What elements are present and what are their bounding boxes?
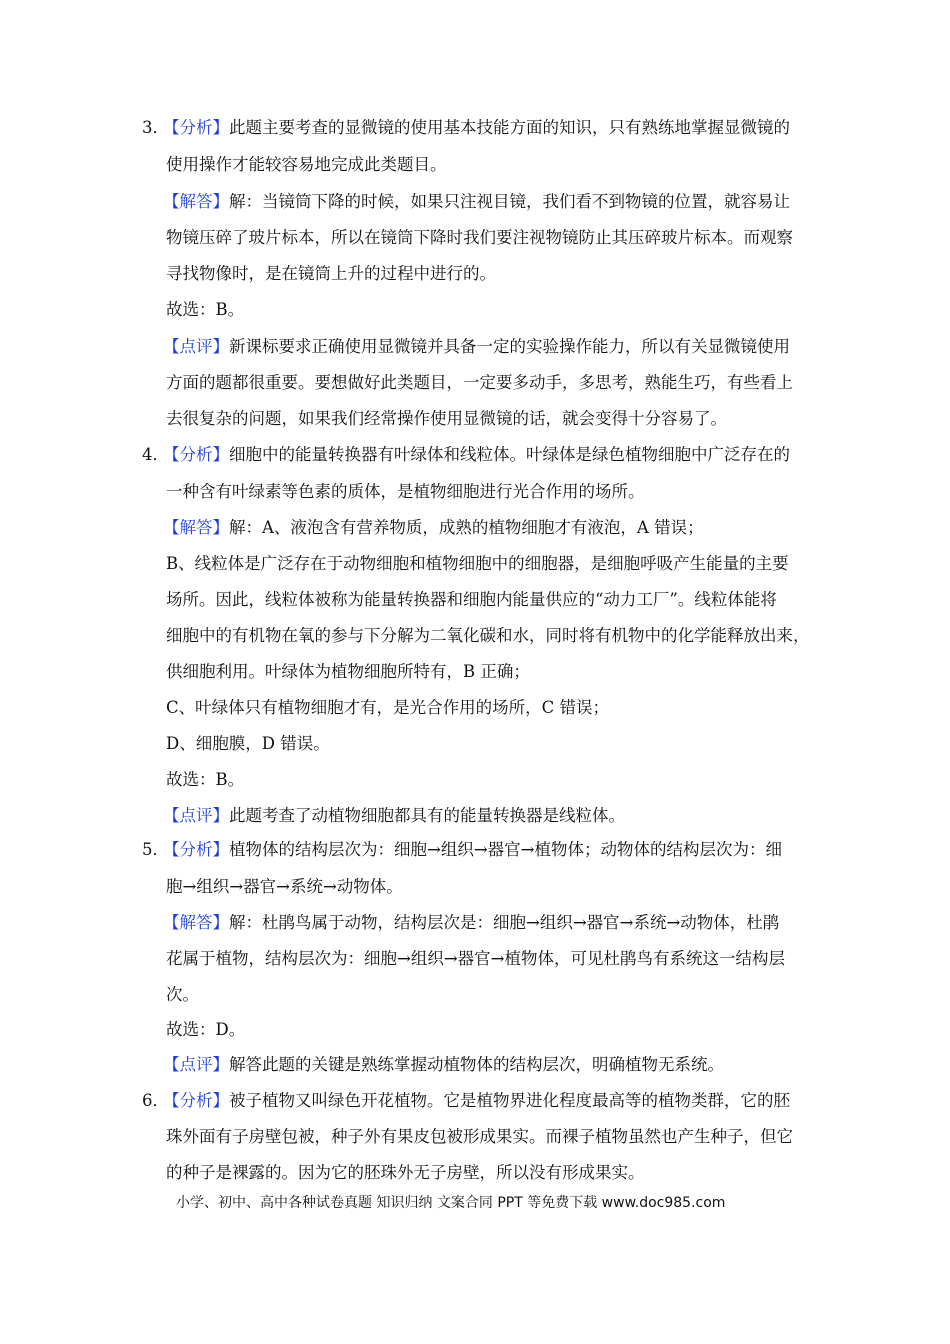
q5-number: 5． bbox=[142, 840, 169, 859]
q3-comment-tag: 【点评】 bbox=[163, 337, 229, 356]
q3-analysis-tag: 【分析】 bbox=[163, 118, 229, 137]
document-page: 3． 【分析】此题主要考查的显微镜的使用基本技能方面的知识，只有熟练地掌握显微镜的 使用操作才能较容易地完成此类题目。 【解答】解：当镜筒下降的时候，如果只注视目镜，我们看不到物镜的位置，就容易让 物镜压碎了玻片标本，所以在镜筒下降时我们要注视物镜防止其压碎玻片标本。而观察 寻找物像时，是在镜筒上升的过程中进行的。 故选：B。 【点评】新课标要求正确使用显微镜并具备一定的实验操作能力，所以有关显微镜使用 方面的题都很重要。要想做好此类题目，一定要多动手，多思考，熟能生巧，有些看上 去很复杂的问题，如果我们经常操作使用显微镜的话，就会变得十分容易了。 4． 【分析】细胞中的能量转换器有叶绿体和线粒体。叶绿体是绿色植物细胞中广泛存在的 一种含有叶绿素等色素的质体，是植物细胞进行光合作用的场所。 【解答】解：A、液泡含有营养物质，成熟的植物细胞才有液泡，A 错误； B、线粒体是广泛存在于动物细胞和植物细胞中的细胞器，是细胞呼吸产生能量的主要 场所。因此，线粒体被称为能量转换器和细胞内能量供应的“动力工厂”。线粒体能将 细胞中的有机物在氧的参与下分解为二氧化碳和水，同时将有机物中的化学能释放出来， 供细胞利用。叶绿体为植物细胞所特有，B 正确； C、叶绿体只有植物细胞才有，是光合作用的场所，C 错误； D、细胞膜，D 错误。 故选：B。 【点评】此题考查了动植物细胞都具有的能量转换器是线粒体。 5． 【分析】植物体的结构层次为：细胞→组织→器官→植物体；动物体的结构层次为：细 胞→组织→器官→系统→动物体。 【解答】解：杜鹃鸟属于动物，结构层次是：细胞→组织→器官→系统→动物体，杜鹃 花属于植物，结构层次为：细胞→组织→器官→植物体，可见杜鹃鸟有系统这一结构层 次。 故选：D。 【点评】解答此题的关键是熟练掌握动植物体的结构层次，明确植物无系统。 6． 【分析】被子植物又叫绿色开花植物。它是植物界进化程度最高等的植物类群，它的胚 珠外面有子房壁包被，种子外有果皮包被形成果实。而裸子植物虽然也产生种子，但它 的种子是裸露的。因为它的胚珠外无子房壁，所以没有形成果实。 小学、初中、高中各种试卷真题 知识归纳 文案合同 PPT 等免费下载 www.doc985.com bbox=[142, 118, 810, 1211]
page-footer: 小学、初中、高中各种试卷真题 知识归纳 文案合同 PPT 等免费下载 www.doc985.com bbox=[176, 1195, 726, 1211]
q6-number: 6． bbox=[142, 1091, 169, 1110]
q5-answer-tag: 【解答】 bbox=[163, 913, 229, 932]
q4-analysis-tag: 【分析】 bbox=[163, 445, 229, 464]
q6-analysis-tag: 【分析】 bbox=[163, 1091, 229, 1110]
q3-answer-tag: 【解答】 bbox=[163, 192, 229, 211]
q5-analysis-tag: 【分析】 bbox=[163, 840, 229, 859]
q4-number: 4． bbox=[142, 445, 169, 464]
q5-comment-tag: 【点评】 bbox=[163, 1055, 229, 1074]
q3-number: 3． bbox=[142, 118, 169, 137]
q4-comment-tag: 【点评】 bbox=[163, 806, 229, 825]
q4-answer-tag: 【解答】 bbox=[163, 518, 229, 537]
